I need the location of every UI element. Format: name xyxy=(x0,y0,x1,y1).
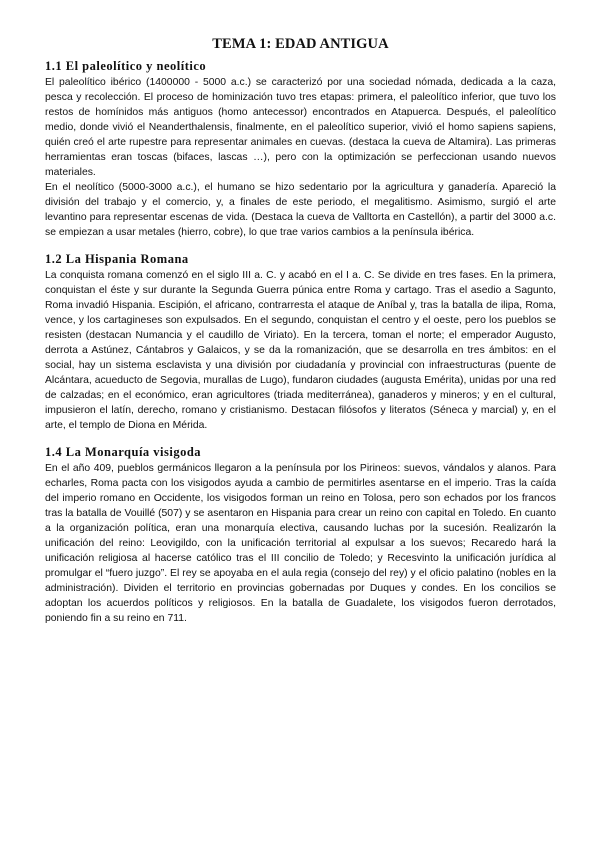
section-hispania-romana xyxy=(45,252,556,433)
section-heading: 1.1 El paleolítico y neolítico xyxy=(45,59,207,73)
section-monarquia-visigoda xyxy=(45,445,556,626)
section-heading: 1.4 La Monarquía visigoda xyxy=(45,445,202,459)
paragraph: El paleolítico ibérico (1400000 - 5000 a.c.) se caracterizó por una sociedad nómada, dedicada a la caza, pesca y recolección. El proceso de hominización tuvo tres etapas: primera, el paleolítico inferior, que tuvo los restos de homínidos más antiguos (homo antecessor) encontrados en Atapuerca. Después, el paleolítico medio, donde vivió el Neanderthalensis, finalmente, en el paleolítico superior, vivió el homo sapiens sapiens, quién creó el arte rupestre para representar animales en cuevas. (destaca la cueva de Altamira). Las primeras herramientas eran toscas (bifaces, lascas …), pero con la optimización se perfeccionan usando nuevos materiales. xyxy=(45,77,556,178)
section-paleolitico-neolitico xyxy=(45,59,556,240)
document-title: TEMA 1: EDAD ANTIGUA xyxy=(212,36,389,52)
section-heading: 1.2 La Hispania Romana xyxy=(45,252,189,266)
paragraph: En el neolítico (5000-3000 a.c.), el humano se hizo sedentario por la agricultura y ganadería. Apareció la división del trabajo y el comercio, y, a finales de este periodo, el megalitismo. Asimismo, surgió el arte levantino para representar escenas de vida. (Destaca la cueva de Valltorta en Castellón), a partir del 3000 a.c. se empiezan a usar metales (hierro, cobre), lo que trae varios cambios a la península ibérica. xyxy=(45,182,556,238)
paragraph: La conquista romana comenzó en el siglo III a. C. y acabó en el I a. C. Se divide en tres fases. En la primera, conquistan el éste y sur durante la Segunda Guerra púnica entre Roma y cartago. Tras el asedio a Sagunto, Roma invadió Hispania. Escipión, el africano, contrarresta el ataque de Aníbal y, tras la batalla de ilipa, Roma, vence, y los cartagineses son expulsados. En el segundo, conquistan el centro y el oeste, pero los pueblos se resisten (destacan Numancia y el caudillo de Viriato). En la tercera, toman el norte; el emperador Augusto, derrota a Astúnez, Cántabros y Galaicos, y se da la romanización, que se desarrolla en tres ámbitos: en el social, hay un sistema esclavista y una división por ciudadanía y provincial con infraestructuras (puente de Alcántara, acueducto de Segovia, murallas de Lugo), fundaron ciudades (augusta Emérita), unidas por una red de calzadas; en el económico, eran agricultores (triada mediterránea), ganaderos y mineros; y en el cultural, impusieron el latín, derecho, romano y cristianismo. Destacan filósofos y literatos (Séneca y marcial) y, en el arte, el templo de Diona en Mérida. xyxy=(45,270,556,431)
paragraph: En el año 409, pueblos germánicos llegaron a la península por los Pirineos: suevos, vándalos y alanos. Para echarles, Roma pacta con los visigodos ayuda a cambio de permitirles asentarse en el imperio. Tras la caída del imperio romano en Occidente, los visigodos forman un reino en Tolosa, pero son echados por los francos tras la batalla de Vouillé (507) y se asentaron en Hispania para crear un reino con capital en Toledo. En cuanto a la organización política, eran una monarquía electiva, causando luchas por la sucesión. Realizarón la unificación del reino: Leovigildo, con la unificación territorial al expulsar a los suevos; Recaredo hará la unificación religiosa al hacerse católico tras el III concilio de Toledo; y Recesvinto la unificación jurídica al promulgar el “fuero juzgo”. El rey se apoyaba en el aula regia (consejo del rey) y el oficio palatino (nobles en la administración). Dividen el territorio en provincias gobernadas por Duques y condes. En los concilios se adoptan los acuerdos políticos y religiosos. En la batalla de Guadalete, los visigodos fueron derrotados, poniendo fin a su reino en 711. xyxy=(45,463,556,624)
